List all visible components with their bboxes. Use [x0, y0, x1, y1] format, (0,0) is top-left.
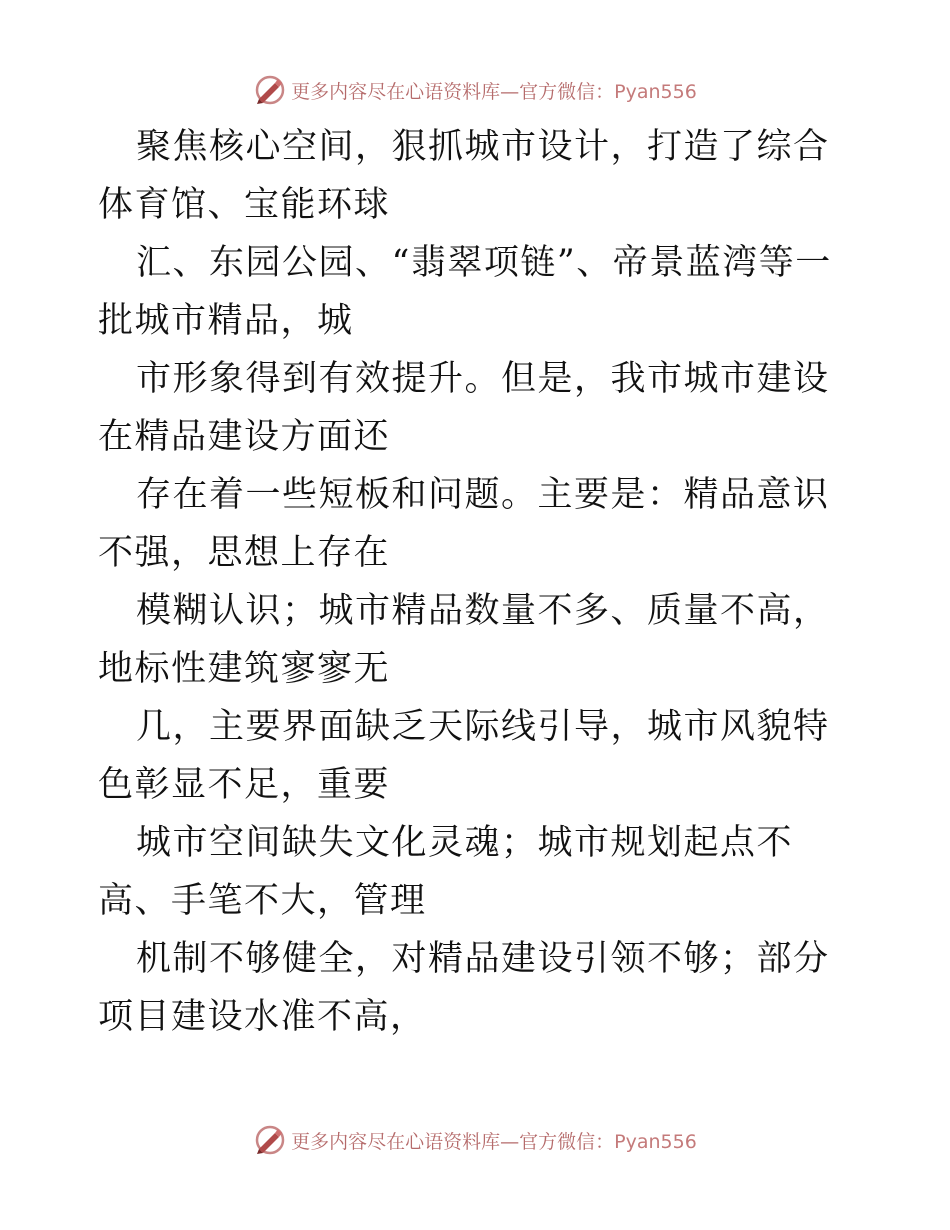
paragraph: 城市空间缺失文化灵魂；城市规划起点不高、手笔不大，管理 — [98, 823, 794, 921]
pen-logo-icon — [253, 1123, 287, 1157]
watermark-wechat-id: Pyan556 — [614, 1130, 697, 1153]
paragraph: 汇、东园公园、“翡翠项链”、帝景蓝湾等一批城市精品，城 — [98, 243, 832, 341]
paragraph: 几，主要界面缺乏天际线引导，城市风貌特色彰显不足，重要 — [98, 707, 830, 805]
paragraph: 机制不够健全，对精品建设引领不够；部分项目建设水准不高， — [98, 939, 830, 1037]
pen-logo-icon — [253, 73, 287, 107]
watermark-text: 更多内容尽在心语资料库—官方微信：Pyan556 — [291, 1130, 697, 1153]
paragraph: 模糊认识；城市精品数量不多、质量不高，地标性建筑寥寥无 — [98, 591, 830, 689]
paragraph: 存在着一些短板和问题。主要是：精品意识不强，思想上存在 — [98, 475, 830, 573]
paragraph: 市形象得到有效提升。但是，我市城市建设在精品建设方面还 — [98, 359, 830, 457]
paragraph: 聚焦核心空间，狠抓城市设计，打造了综合体育馆、宝能环球 — [98, 127, 830, 225]
watermark-wechat-id: Pyan556 — [614, 80, 697, 103]
footer-watermark — [0, 1120, 950, 1160]
document-body — [98, 118, 858, 1046]
watermark-text: 更多内容尽在心语资料库—官方微信：Pyan556 — [291, 80, 697, 103]
header-watermark — [0, 70, 950, 110]
